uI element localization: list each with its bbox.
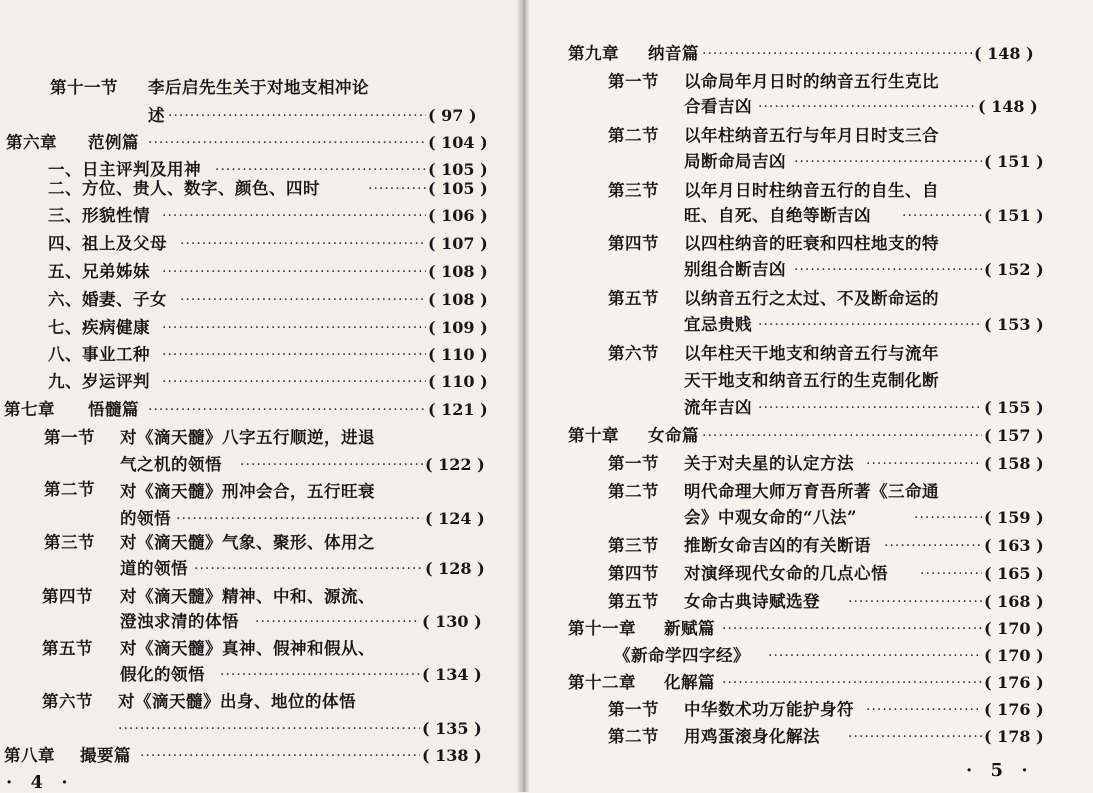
toc-entry-title: 李后启先生关于对地支相冲论: [148, 78, 369, 97]
toc-page-number: ( 176 ): [984, 700, 1044, 719]
toc-section-label: 第四节: [608, 564, 659, 583]
toc-page-number: ( 105 ): [428, 179, 488, 198]
toc-entry-title: 宜忌贵贱: [684, 315, 752, 334]
toc-section-label: 第一节: [608, 72, 659, 91]
toc-section-label: 第十一节: [50, 78, 118, 97]
toc-leader: [220, 665, 420, 685]
toc-page-number: ( 121 ): [428, 400, 488, 419]
toc-entry-title: 旺、自死、自绝等断吉凶: [684, 206, 871, 225]
toc-entry-title: 对《滴天髓》出身、地位的体悟: [118, 692, 356, 711]
toc-leader: [162, 318, 426, 338]
toc-page-number: ( 151 ): [984, 152, 1044, 171]
toc-entry-title: 假化的领悟: [120, 665, 205, 684]
toc-leader: [180, 290, 426, 310]
toc-entry-title: 《新命学四字经》: [614, 646, 750, 665]
toc-entry-title: 一、日主评判及用神: [48, 160, 201, 179]
toc-page-number: ( 152 ): [984, 260, 1044, 279]
toc-page-number: ( 105 ): [428, 160, 488, 179]
toc-leader: [884, 536, 982, 556]
toc-section-label: 第四节: [42, 587, 93, 606]
toc-leader: [148, 400, 426, 420]
toc-entry-title: 中华数术功万能护身符: [684, 700, 854, 719]
page-number-left: · 4 ·: [6, 772, 74, 793]
toc-leader: [255, 612, 420, 632]
toc-leader: [768, 646, 982, 666]
right-page: [522, 0, 1093, 792]
toc-page-number: ( 122 ): [425, 455, 485, 474]
toc-page-number: ( 155 ): [984, 398, 1044, 417]
toc-leader: [722, 673, 982, 693]
toc-chapter-label: 第九章: [568, 44, 619, 63]
toc-leader: [758, 97, 976, 117]
toc-section-label: 第一节: [44, 428, 95, 447]
toc-leader: [368, 179, 426, 199]
toc-entry-title: 会》中观女命的“八法”: [684, 508, 857, 527]
toc-section-label: 第六节: [608, 344, 659, 363]
toc-page-number: ( 128 ): [425, 559, 485, 578]
toc-chapter-label: 第八章: [4, 746, 55, 765]
toc-chapter-title: 化解篇: [664, 673, 715, 692]
toc-section-label: 第五节: [608, 289, 659, 308]
toc-entry-title: 流年吉凶: [684, 398, 752, 417]
toc-leader: [180, 234, 426, 254]
toc-section-label: 第三节: [608, 181, 659, 200]
toc-entry-title: 五、兄弟姊妹: [48, 262, 150, 281]
toc-entry-title: 七、疾病健康: [48, 318, 150, 337]
toc-entry-title: 明代命理大师万育吾所著《三命通: [684, 482, 939, 501]
toc-page-number: ( 110 ): [428, 372, 488, 391]
toc-entry-title: 九、岁运评判: [48, 372, 150, 391]
toc-entry-title: 三、形貌性情: [48, 206, 150, 225]
toc-page-number: ( 134 ): [422, 665, 482, 684]
toc-leader: [866, 700, 982, 720]
toc-leader: [758, 315, 982, 335]
toc-page-number: ( 148 ): [978, 97, 1038, 116]
page-number-right: · 5 ·: [966, 760, 1034, 781]
toc-entry-title: 关于对夫星的认定方法: [684, 454, 854, 473]
toc-page-number: ( 178 ): [984, 727, 1044, 746]
toc-page-number: ( 159 ): [984, 508, 1044, 527]
toc-leader: [866, 454, 982, 474]
toc-leader: [794, 260, 982, 280]
toc-entry-title: 对演绎现代女命的几点心悟: [684, 564, 888, 583]
toc-leader: [758, 398, 982, 418]
toc-entry-title: 四、祖上及父母: [48, 234, 167, 253]
toc-entry-title: 对《滴天髓》八字五行顺逆，进退: [120, 428, 375, 447]
toc-page-number: ( 170 ): [984, 619, 1044, 638]
toc-section-label: 第六节: [42, 692, 93, 711]
toc-entry-title: 八、事业工种: [48, 345, 150, 364]
toc-leader: [162, 372, 426, 392]
toc-page-number: ( 157 ): [984, 426, 1044, 445]
toc-page-number: ( 107 ): [428, 234, 488, 253]
toc-leader: [162, 262, 426, 282]
toc-leader: [162, 345, 426, 365]
toc-page-number: ( 176 ): [984, 673, 1044, 692]
toc-section-label: 第二节: [608, 482, 659, 501]
toc-entry-title: 天干地支和纳音五行的生克制化断: [684, 371, 939, 390]
toc-leader: [702, 426, 982, 446]
toc-leader: [176, 509, 423, 529]
toc-page-number: ( 163 ): [984, 536, 1044, 555]
left-page: [0, 0, 522, 792]
toc-entry-title: 以四柱纳音的旺衰和四柱地支的特: [684, 234, 939, 253]
toc-leader: [794, 152, 982, 172]
toc-chapter-title: 纳音篇: [648, 44, 699, 63]
toc-leader: [902, 206, 982, 226]
toc-entry-title: 以年柱纳音五行与年月日时支三合: [684, 126, 939, 145]
toc-page-number: ( 97 ): [428, 106, 477, 125]
toc-page-number: ( 158 ): [984, 454, 1044, 473]
toc-section-label: 第一节: [608, 700, 659, 719]
toc-page-number: ( 109 ): [428, 318, 488, 337]
book-gutter: [516, 0, 530, 792]
toc-entry-title: 别组合断吉凶: [684, 260, 786, 279]
toc-chapter-title: 悟髓篇: [88, 400, 139, 419]
toc-chapter-title: 范例篇: [88, 133, 139, 152]
toc-page-number: ( 165 ): [984, 564, 1044, 583]
toc-page-number: ( 104 ): [428, 133, 488, 152]
toc-section-label: 第三节: [608, 536, 659, 555]
toc-chapter-title: 撮要篇: [80, 746, 131, 765]
toc-leader: [848, 727, 982, 747]
toc-page-number: ( 108 ): [428, 290, 488, 309]
toc-chapter-label: 第六章: [6, 133, 57, 152]
toc-leader: [194, 559, 423, 579]
toc-page-number: ( 130 ): [422, 612, 482, 631]
toc-entry-title: 对《滴天髓》精神、中和、源流、: [120, 587, 375, 606]
toc-entry-title: 述: [148, 106, 165, 125]
toc-chapter-title: 女命篇: [648, 426, 699, 445]
toc-section-label: 第三节: [44, 533, 95, 552]
toc-chapter-label: 第十一章: [568, 619, 636, 638]
toc-leader: [240, 455, 423, 475]
toc-chapter-title: 新赋篇: [664, 619, 715, 638]
toc-entry-title: 以纳音五行之太过、不及断命运的: [684, 289, 939, 308]
toc-entry-title: 对《滴天髓》真神、假神和假从、: [120, 639, 375, 658]
toc-entry-title: 的领悟: [120, 509, 171, 528]
toc-leader: [722, 619, 982, 639]
toc-entry-title: 用鸡蛋滚身化解法: [684, 727, 820, 746]
toc-page-number: ( 106 ): [428, 206, 488, 225]
toc-entry-title: 女命古典诗赋选登: [684, 592, 820, 611]
toc-entry-title: 以命局年月日时的纳音五行生克比: [684, 72, 939, 91]
toc-leader: [118, 719, 420, 739]
toc-page-number: ( 153 ): [984, 315, 1044, 334]
toc-section-label: 第一节: [608, 454, 659, 473]
toc-entry-title: 推断女命吉凶的有关断语: [684, 536, 871, 555]
toc-page-number: ( 138 ): [422, 746, 482, 765]
toc-leader: [848, 592, 982, 612]
toc-chapter-label: 第七章: [4, 400, 55, 419]
toc-entry-title: 二、方位、贵人、数字、颜色、四时: [48, 179, 320, 198]
toc-page-number: ( 170 ): [984, 646, 1044, 665]
toc-page-number: ( 108 ): [428, 262, 488, 281]
toc-page-number: ( 135 ): [422, 719, 482, 738]
toc-section-label: 第五节: [608, 592, 659, 611]
toc-leader: [162, 206, 426, 226]
toc-entry-title: 气之机的领悟: [120, 455, 222, 474]
toc-entry-title: 对《滴天髓》刑冲会合，五行旺衰: [120, 482, 375, 501]
toc-leader: [168, 106, 426, 126]
toc-page-number: ( 110 ): [428, 345, 488, 364]
toc-section-label: 第四节: [608, 234, 659, 253]
toc-leader: [215, 160, 426, 180]
toc-entry-title: 局断命局吉凶: [684, 152, 786, 171]
toc-chapter-label: 第十二章: [568, 673, 636, 692]
toc-leader: [702, 44, 972, 64]
toc-leader: [148, 133, 426, 153]
toc-entry-title: 以年柱天干地支和纳音五行与流年: [684, 344, 939, 363]
toc-section-label: 第二节: [44, 480, 95, 499]
toc-entry-title: 道的领悟: [120, 559, 188, 578]
toc-leader: [920, 564, 982, 584]
toc-entry-title: 六、婚妻、子女: [48, 290, 167, 309]
toc-entry-title: 以年月日时柱纳音五行的自生、自: [684, 181, 939, 200]
toc-section-label: 第二节: [608, 727, 659, 746]
toc-page-number: ( 124 ): [425, 509, 485, 528]
toc-section-label: 第五节: [42, 639, 93, 658]
toc-page-number: ( 168 ): [984, 592, 1044, 611]
toc-section-label: 第二节: [608, 126, 659, 145]
toc-page-number: ( 148 ): [974, 44, 1034, 63]
toc-page-number: ( 151 ): [984, 206, 1044, 225]
toc-entry-title: 合看吉凶: [684, 97, 752, 116]
toc-entry-title: 澄浊求清的体悟: [120, 612, 239, 631]
toc-entry-title: 对《滴天髓》气象、聚形、体用之: [120, 533, 375, 552]
toc-leader: [140, 746, 420, 766]
toc-chapter-label: 第十章: [568, 426, 619, 445]
toc-leader: [914, 508, 982, 528]
